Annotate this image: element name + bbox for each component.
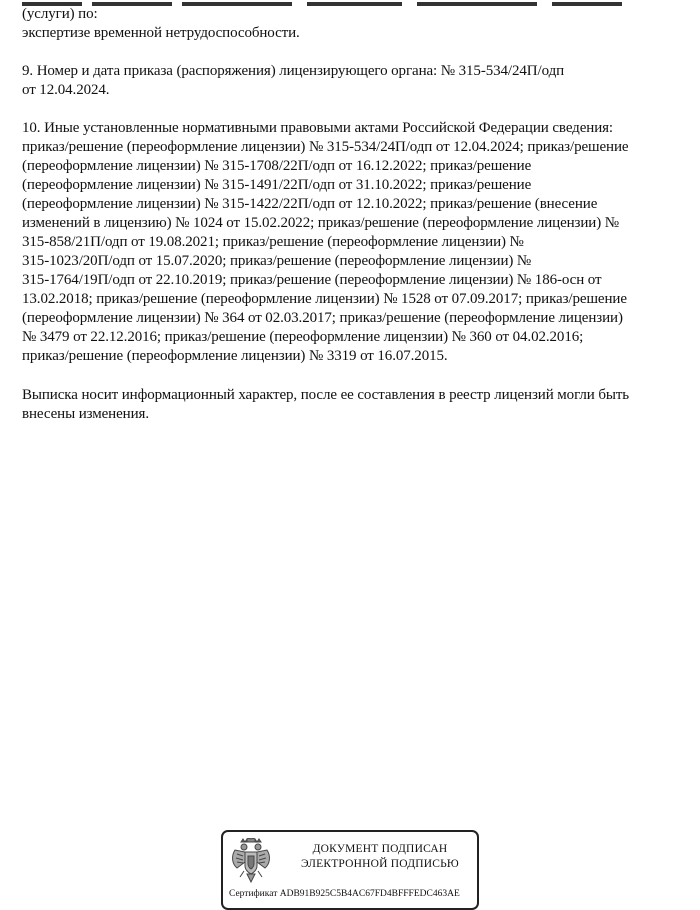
doc-line: 315-858/21П/одп от 19.08.2021; приказ/решение (переоформление лицензии) №	[22, 234, 524, 250]
doc-line: (услуги) по:	[22, 6, 98, 22]
stamp-title-line1: ДОКУМЕНТ ПОДПИСАН	[312, 843, 448, 855]
cut-off-text-fragments	[22, 0, 642, 7]
doc-line: 315-1764/19П/одп от 22.10.2019; приказ/решение (переоформление лицензии) № 186-осн от	[22, 272, 602, 288]
doc-line: внесены изменения.	[22, 406, 149, 422]
doc-line: экспертизе временной нетрудоспособности.	[22, 25, 300, 41]
doc-line: 13.02.2018; приказ/решение (переоформление лицензии) № 1528 от 07.09.2017; приказ/решение	[22, 291, 627, 307]
doc-line: приказ/решение (переоформление лицензии) № 315-534/24П/одп от 12.04.2024; приказ/решение	[22, 139, 629, 155]
doc-line: (переоформление лицензии) № 364 от 02.03.2017; приказ/решение (переоформление лицензии)	[22, 310, 623, 326]
cut-off-line	[22, 0, 642, 7]
doc-line: 9. Номер и дата приказа (распоряжения) лицензирующего органа: № 315-534/24П/одп	[22, 63, 565, 79]
doc-line: 10. Иные установленные нормативными правовыми актами Российской Федерации сведения:	[22, 120, 613, 136]
electronic-signature-stamp	[221, 830, 479, 910]
doc-line: от 12.04.2024.	[22, 82, 110, 98]
stamp-certificate: Сертификат ADB91B925C5B4AC67FD4BFFFEDC463AE	[229, 889, 460, 899]
doc-line: (переоформление лицензии) № 315-1422/22П/одп от 12.10.2022; приказ/решение (внесение	[22, 196, 598, 212]
doc-line: приказ/решение (переоформление лицензии) № 3319 от 16.07.2015.	[22, 348, 448, 364]
doc-line: Выписка носит информационный характер, после ее составления в реестр лицензий могли быть	[22, 387, 630, 403]
doc-line: 315-1023/20П/одп от 15.07.2020; приказ/решение (переоформление лицензии) №	[22, 253, 532, 269]
doc-line: (переоформление лицензии) № 315-1491/22П/одп от 31.10.2022; приказ/решение	[22, 177, 532, 193]
coat-of-arms-icon	[231, 838, 271, 884]
stamp-title-line2: ЭЛЕКТРОННОЙ ПОДПИСЬЮ	[301, 858, 459, 870]
doc-line: изменений в лицензию) № 1024 от 15.02.2022; приказ/решение (переоформление лицензии) №	[22, 215, 619, 231]
doc-line: (переоформление лицензии) № 315-1708/22П/одп от 16.12.2022; приказ/решение	[22, 158, 532, 174]
doc-line: № 3479 от 22.12.2016; приказ/решение (переоформление лицензии) № 360 от 04.02.2016;	[22, 329, 584, 345]
